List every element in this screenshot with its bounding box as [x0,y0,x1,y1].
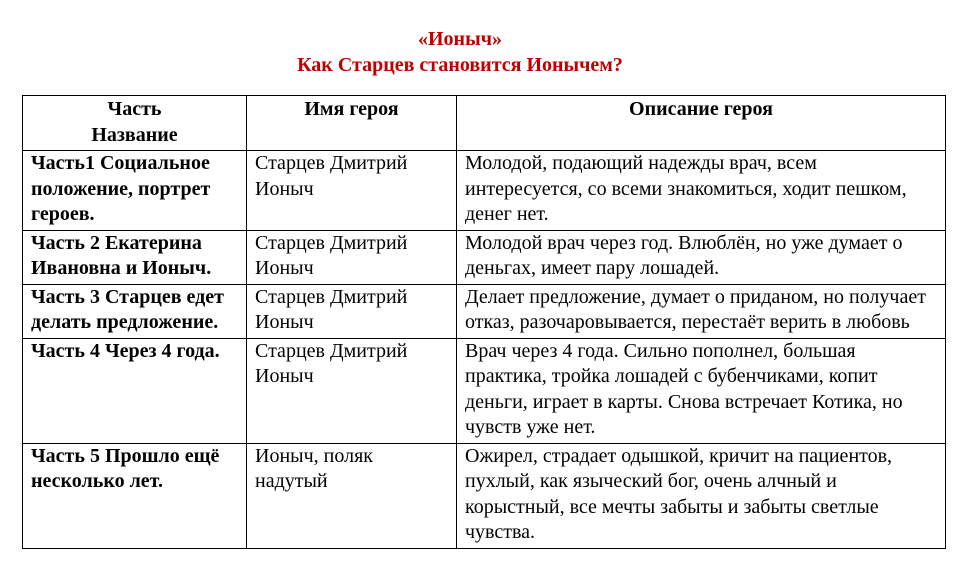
table-row [23,230,946,284]
cell-part: Часть 2 Екатерина Ивановна и Ионыч. [23,230,247,284]
header-hero-description: Описание героя [457,96,946,151]
header-part-line2: Название [91,123,178,146]
cell-part: Часть 5 Прошло ещё несколько лет. [23,443,247,548]
header-part [23,96,247,151]
title-line-1: «Ионыч» [418,28,502,50]
cell-hero-name: Старцев Дмитрий Ионыч [247,151,457,231]
cell-description: Молодой врач через год. Влюблён, но уже думает о деньгах, имеет пару лошадей. [457,230,946,284]
cell-description: Врач через 4 года. Сильно пополнел, большая практика, тройка лошадей с бубенчиками, копит деньги, играет в карты. Снова встречает Котика, но чувств уже нет. [457,338,946,443]
cell-description: Делает предложение, думает о приданом, но получает отказ, разочаровывается, перестаёт верить в любовь [457,284,946,338]
document-title [0,26,920,78]
cell-part: Часть 3 Старцев едет делать предложение. [23,284,247,338]
cell-hero-name: Ионыч, поляк надутый [247,443,457,548]
table-row [23,338,946,443]
cell-hero-name: Старцев Дмитрий Ионыч [247,284,457,338]
header-hero-name: Имя героя [247,96,457,151]
cell-part: Часть1 Социальное положение, портрет героев. [23,151,247,231]
table-header-row [23,96,946,151]
heroes-table [22,95,946,549]
cell-description: Ожирел, страдает одышкой, кричит на пациентов, пухлый, как языческий бог, очень алчный и корыстный, все мечты забыты и забыты светлые чувства. [457,443,946,548]
cell-description: Молодой, подающий надежды врач, всем интересуется, со всеми знакомиться, ходит пешком, денег нет. [457,151,946,231]
table-row [23,443,946,548]
table-row [23,284,946,338]
cell-part: Часть 4 Через 4 года. [23,338,247,443]
cell-hero-name: Старцев Дмитрий Ионыч [247,230,457,284]
title-line-2: Как Старцев становится Ионычем? [297,54,623,76]
header-part-line1: Часть [107,98,162,120]
table-row [23,151,946,231]
cell-hero-name: Старцев Дмитрий Ионыч [247,338,457,443]
